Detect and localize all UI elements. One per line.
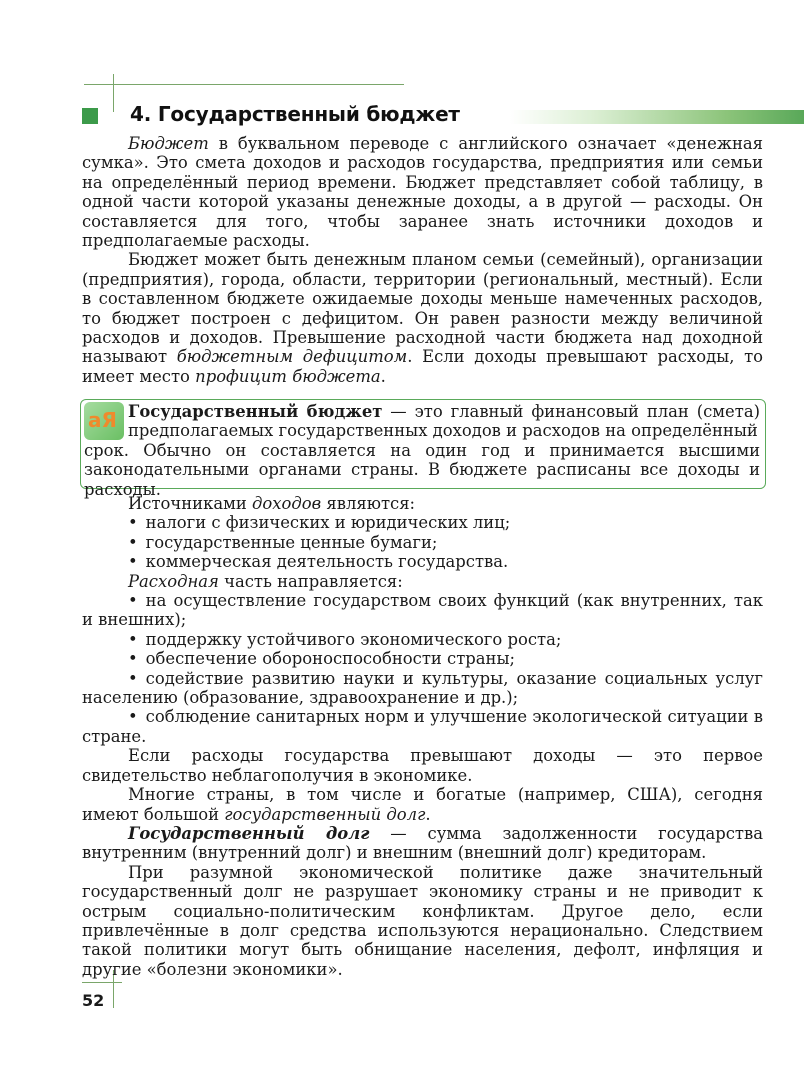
term-state-debt-bold: Государственный долг	[128, 823, 370, 843]
list-item	[82, 649, 763, 668]
bullet-icon: •	[128, 513, 138, 533]
list-item	[82, 669, 763, 708]
list-item	[82, 591, 763, 630]
definition-text: — это главный финансовый план (смета) предполагаемых государственных доходов и расходов на определённый	[128, 402, 760, 441]
paragraph-state-debt-definition	[82, 824, 763, 863]
paragraph-text: — сумма задолженности государства внутренним (внутренний долг) и внешним (внешний долг) кредиторам.	[82, 823, 763, 863]
paragraph-text: Бюджет может быть денежным планом семьи (семейный), организации (предприятия), города, области, территории (региональный, местный). Если в составленном бюджете ожидаемые доходы меньше намеченных расходов, то бюджет построен с дефицитом. Он равен разности между величиной расходов и доходов. Превышение расходной части бюджета над доходной называют	[82, 250, 763, 367]
crop-mark-top	[84, 84, 404, 85]
paragraph-text: . Если доходы превышают расходы, то имеет место	[82, 347, 764, 386]
term-state-budget: Государственный бюджет	[128, 402, 383, 421]
list-item-text: содействие развитию науки и культуры, оказание социальных услуг населению (образование, здравоохранение и др.);	[82, 668, 763, 708]
intro-text	[82, 134, 763, 386]
list-item-text: на осуществление государством своих функций (как внутренних, так и внешних);	[82, 591, 763, 630]
term-budget-deficit: бюджетным дефицитом	[176, 347, 408, 367]
section-title-text: Государственный бюджет	[157, 102, 460, 126]
bullet-icon: •	[128, 649, 138, 669]
paragraph-text: .	[425, 804, 431, 824]
definition-text-first	[128, 402, 760, 441]
paragraph-state-debt-intro	[82, 785, 763, 824]
dictionary-icon-letters: аЯ	[88, 408, 117, 432]
paragraph-text: .	[380, 366, 386, 386]
list-item	[82, 533, 763, 552]
list-item	[82, 707, 763, 746]
list-item-text: государственные ценные бумаги;	[145, 532, 438, 552]
list-item	[82, 630, 763, 649]
term-income: доходов	[252, 494, 322, 513]
lists-and-closing	[82, 494, 763, 979]
bullet-icon: •	[128, 591, 138, 611]
dictionary-icon	[84, 402, 124, 440]
paragraph-text: Многие страны, в том числе и богатые (например, США), сегодня имеют большой	[82, 785, 763, 824]
paragraph-economic-policy: При разумной экономической политике даже значительный государственный долг не разрушает экономику страны и не приводит к острым социально-политическим конфликтам. Другое дело, если привлечённые в долг средства используются нерационально. Следствием такой политики могут быть обнищание населения, дефолт, инфляция и другие «болезни экономики».	[82, 862, 763, 979]
term-state-debt: государственный долг	[224, 804, 426, 824]
section-title	[130, 102, 460, 126]
bullet-icon: •	[128, 668, 138, 688]
term-budget-surplus: профицит бюджета	[195, 366, 381, 386]
list-item	[82, 552, 763, 571]
income-lead	[82, 494, 763, 513]
expense-lead-text: часть направляется:	[218, 571, 403, 591]
section-heading	[82, 100, 762, 132]
heading-square-icon	[82, 108, 98, 124]
list-item-text: налоги с физических и юридических лиц;	[145, 513, 511, 533]
paragraph-budget-deficit	[82, 250, 763, 386]
term-budget: Бюджет	[128, 134, 209, 153]
bullet-icon: •	[128, 532, 138, 552]
income-lead-text: являются:	[321, 494, 416, 513]
paragraph-deficit-sign: Если расходы государства превышают доходы — это первое свидетельство неблагополучия в экономике.	[82, 746, 763, 785]
list-item-text: поддержку устойчивого экономического роста;	[145, 629, 562, 649]
bullet-icon: •	[128, 707, 138, 727]
term-expense: Расходная	[128, 571, 219, 591]
paragraph-text: в буквальном переводе с английского означает «денежная сумка». Это смета доходов и расходов государства, предприятия или семьи на определённый период времени. Бюджет представляет собой таблицу, в одной части которой указаны денежные доходы, а в другой — расходы. Он составляется для того, чтобы заранее знать источники доходов и предполагаемые расходы.	[82, 134, 763, 251]
paragraph-budget-definition	[82, 134, 763, 250]
income-lead-text: Источниками	[128, 494, 252, 513]
heading-gradient-bar	[510, 110, 804, 124]
list-item-text: коммерческая деятельность государства.	[145, 552, 509, 572]
list-item-text: обеспечение обороноспособности страны;	[145, 649, 516, 669]
bullet-icon: •	[128, 629, 138, 649]
list-item-text: соблюдение санитарных норм и улучшение экологической ситуации в стране.	[82, 707, 763, 746]
crop-mark-bottom	[82, 982, 122, 983]
list-item	[82, 513, 763, 532]
definition-text-rest: срок. Обычно он составляется на один год и принимается высшими законодательными органами страны. В бюджете расписаны все доходы и расходы.	[84, 441, 760, 499]
expense-lead	[82, 572, 763, 591]
bullet-icon: •	[128, 552, 138, 572]
page-number: 52	[82, 991, 105, 1010]
section-number: 4.	[130, 102, 152, 126]
